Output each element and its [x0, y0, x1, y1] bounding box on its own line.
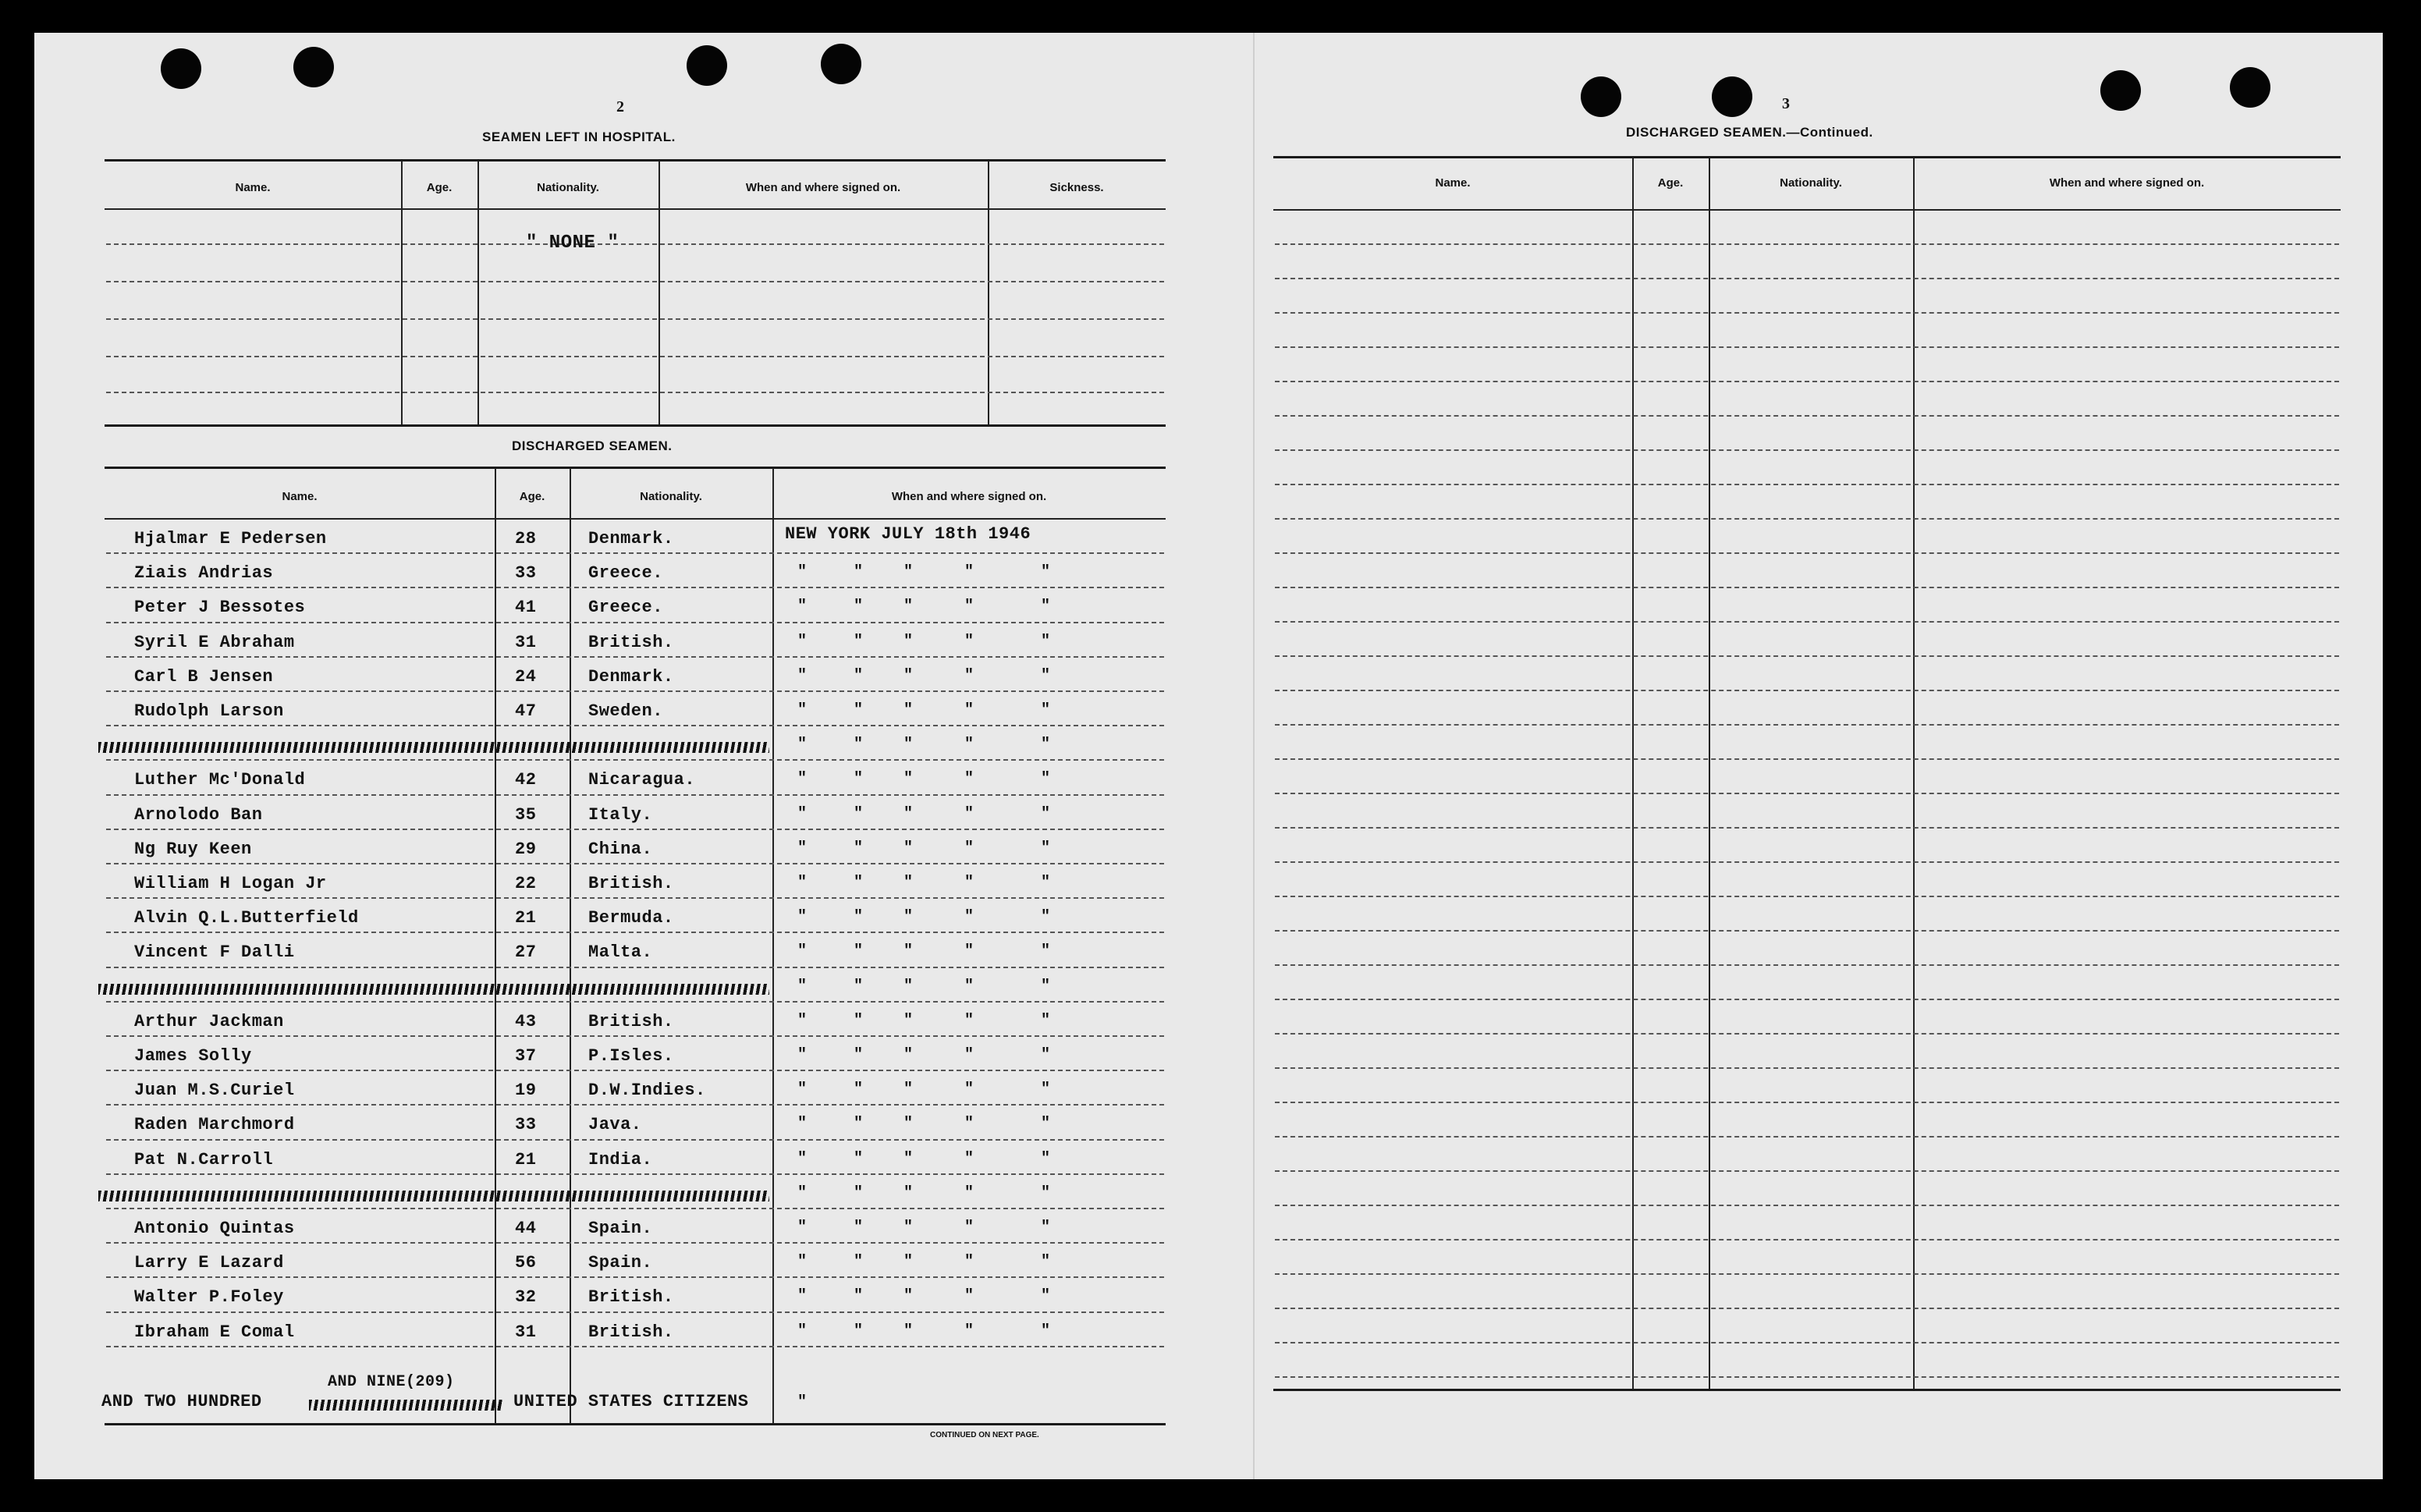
seaman-name: Hjalmar E Pedersen: [134, 529, 327, 548]
ditto-mark: ": [1041, 1219, 1051, 1237]
row-rule: [1275, 518, 2339, 520]
row-rule: [1275, 690, 2339, 691]
hospital-none-entry: " NONE ": [526, 232, 619, 254]
ditto-mark: ": [1041, 1046, 1051, 1064]
ditto-mark: ": [854, 1115, 864, 1133]
row-rule: [106, 967, 1164, 968]
ditto-mark: ": [797, 1046, 808, 1064]
seaman-nationality: D.W.Indies.: [588, 1081, 706, 1100]
ditto-mark: ": [964, 1184, 974, 1202]
ditto-mark: ": [1041, 1253, 1051, 1271]
seaman-nationality: P.Isles.: [588, 1046, 674, 1066]
row-rule: [1275, 552, 2339, 554]
row-rule: [1275, 1067, 2339, 1069]
seaman-name: Rudolph Larson: [134, 701, 284, 721]
seaman-nationality: Malta.: [588, 942, 653, 962]
row-rule: [1275, 449, 2339, 451]
closing-line-strike: [309, 1400, 502, 1411]
ditto-mark: ": [797, 1322, 808, 1340]
row-rule: [1275, 724, 2339, 726]
ditto-mark: ": [797, 805, 808, 823]
continued-footer: CONTINUED ON NEXT PAGE.: [930, 1431, 1039, 1439]
row-rule: [106, 1173, 1164, 1175]
ditto-mark: ": [797, 1115, 808, 1133]
seaman-name: Ng Ruy Keen: [134, 839, 252, 859]
ditto-mark: ": [797, 701, 808, 719]
seaman-age: 21: [515, 908, 537, 928]
ditto-mark: ": [903, 701, 914, 719]
ditto-mark: ": [1041, 1115, 1051, 1133]
seaman-age: 32: [515, 1287, 537, 1307]
seaman-age: 47: [515, 701, 537, 721]
ditto-mark: ": [903, 667, 914, 685]
ditto-mark: ": [964, 942, 974, 960]
ditto-mark: ": [854, 701, 864, 719]
seaman-nationality: Denmark.: [588, 529, 674, 548]
row-rule: [1275, 621, 2339, 623]
punch-hole: [687, 45, 727, 86]
ditto-mark: ": [797, 1219, 808, 1237]
seaman-nationality: China.: [588, 839, 653, 859]
punch-hole: [293, 47, 334, 87]
ditto-mark: ": [964, 1219, 974, 1237]
row-rule: [106, 1139, 1164, 1141]
seaman-nationality: Bermuda.: [588, 908, 674, 928]
row-rule: [106, 759, 1164, 761]
row-rule: [106, 622, 1164, 623]
seaman-name: Ibraham E Comal: [134, 1322, 295, 1342]
row-rule: [106, 863, 1164, 864]
seaman-nationality: Greece.: [588, 563, 663, 583]
seaman-nationality: India.: [588, 1150, 653, 1169]
ditto-mark: ": [854, 598, 864, 616]
ditto-mark: ": [797, 736, 808, 754]
seaman-age: 42: [515, 770, 537, 790]
ditto-mark: ": [903, 1184, 914, 1202]
seaman-name: Arthur Jackman: [134, 1012, 284, 1031]
row-rule: [1275, 1239, 2339, 1240]
ditto-mark: ": [797, 598, 808, 616]
seaman-age: 35: [515, 805, 537, 825]
ditto-mark: ": [903, 874, 914, 892]
ditto-mark: ": [964, 736, 974, 754]
seaman-name: Juan M.S.Curiel: [134, 1081, 295, 1100]
ditto-mark: ": [854, 667, 864, 685]
right-page-title: DISCHARGED SEAMEN.—Continued.: [1626, 125, 1873, 140]
hospital-col-age: Age.: [426, 181, 453, 194]
ditto-mark: ": [1041, 908, 1051, 926]
row-rule: [1275, 415, 2339, 417]
row-rule: [106, 587, 1164, 588]
ditto-mark: ": [797, 942, 808, 960]
seaman-name: Larry E Lazard: [134, 1253, 284, 1272]
row-rule: [106, 725, 1164, 726]
row-rule: [106, 656, 1164, 658]
ditto-mark: ": [854, 839, 864, 857]
ditto-mark: ": [1041, 633, 1051, 651]
ditto-mark: ": [964, 1150, 974, 1168]
seaman-nationality: British.: [588, 633, 674, 652]
seaman-age: 24: [515, 667, 537, 687]
row-rule: [1275, 896, 2339, 897]
punch-hole: [2230, 67, 2270, 108]
ditto-mark: ": [1041, 942, 1051, 960]
ditto-mark: ": [797, 908, 808, 926]
row-rule: [106, 897, 1164, 899]
punch-hole: [2100, 70, 2141, 111]
ditto-mark: ": [797, 667, 808, 685]
ditto-mark: ": [854, 1287, 864, 1305]
hospital-col-nationality: Nationality.: [537, 181, 599, 194]
ditto-mark: ": [964, 1012, 974, 1030]
page-fold: [1253, 33, 1255, 1479]
ditto-mark: ": [1041, 1287, 1051, 1305]
seaman-name: Arnolodo Ban: [134, 805, 263, 825]
seaman-name: Syril E Abraham: [134, 633, 295, 652]
seaman-nationality: British.: [588, 874, 674, 893]
ditto-mark: ": [797, 839, 808, 857]
ditto-mark: ": [797, 1012, 808, 1030]
seaman-nationality: Denmark.: [588, 667, 674, 687]
ditto-mark: ": [854, 805, 864, 823]
ditto-mark: ": [964, 978, 974, 996]
row-rule: [1275, 1273, 2339, 1275]
row-rule: [106, 1276, 1164, 1278]
seaman-age: 29: [515, 839, 537, 859]
ditto-mark: ": [903, 1287, 914, 1305]
row-rule: [1275, 1308, 2339, 1309]
ditto-mark: ": [903, 1046, 914, 1064]
seaman-name: Pat N.Carroll: [134, 1150, 274, 1169]
row-rule: [106, 829, 1164, 830]
seaman-age: 44: [515, 1219, 537, 1238]
seaman-age: 37: [515, 1046, 537, 1066]
struck-row: [98, 984, 769, 995]
ditto-mark: ": [1041, 978, 1051, 996]
discharged-section-title: DISCHARGED SEAMEN.: [512, 438, 673, 453]
row-rule: [106, 794, 1164, 796]
row-rule: [1275, 1102, 2339, 1103]
ditto-mark: ": [964, 563, 974, 581]
ditto-mark: ": [964, 1322, 974, 1340]
row-rule: [106, 1104, 1164, 1106]
seaman-age: 22: [515, 874, 537, 893]
row-rule: [106, 690, 1164, 692]
ditto-mark: ": [903, 1115, 914, 1133]
ditto-mark: ": [903, 1322, 914, 1340]
closing-line-a: AND TWO HUNDRED: [101, 1392, 262, 1411]
ditto-mark: ": [1041, 701, 1051, 719]
ditto-mark: ": [854, 1184, 864, 1202]
seaman-age: 28: [515, 529, 537, 548]
ditto-mark: ": [854, 1322, 864, 1340]
row-rule: [1275, 861, 2339, 863]
seaman-nationality: Spain.: [588, 1219, 653, 1238]
ditto-mark: ": [964, 1046, 974, 1064]
ditto-mark: ": [903, 1012, 914, 1030]
seaman-age: 27: [515, 942, 537, 962]
ditto-mark: ": [797, 978, 808, 996]
ditto-mark: ": [903, 805, 914, 823]
seaman-nationality: Spain.: [588, 1253, 653, 1272]
ditto-mark: ": [797, 1184, 808, 1202]
ditto-mark: ": [797, 1393, 808, 1411]
punch-hole: [821, 44, 861, 84]
row-rule: [1275, 312, 2339, 314]
row-rule: [106, 1311, 1164, 1313]
seaman-nationality: British.: [588, 1322, 674, 1342]
row-rule: [106, 552, 1164, 554]
ditto-mark: ": [854, 978, 864, 996]
ditto-mark: ": [797, 1253, 808, 1271]
ditto-mark: ": [797, 1287, 808, 1305]
row-rule: [1275, 964, 2339, 966]
row-rule: [1275, 827, 2339, 829]
ditto-mark: ": [854, 908, 864, 926]
row-rule: [1275, 1136, 2339, 1138]
ditto-mark: ": [964, 805, 974, 823]
row-rule: [106, 932, 1164, 933]
row-rule: [1275, 999, 2339, 1000]
ditto-mark: ": [903, 1150, 914, 1168]
ditto-mark: ": [1041, 598, 1051, 616]
ditto-mark: ": [903, 1081, 914, 1099]
ditto-mark: ": [964, 1081, 974, 1099]
ditto-mark: ": [903, 978, 914, 996]
discharged-col-age: Age.: [519, 490, 545, 503]
hospital-col-signed-on: When and where signed on.: [745, 181, 901, 194]
ditto-mark: ": [854, 1046, 864, 1064]
ditto-mark: ": [1041, 1081, 1051, 1099]
ditto-mark: ": [1041, 839, 1051, 857]
hospital-section-title: SEAMEN LEFT IN HOSPITAL.: [482, 130, 676, 144]
seaman-age: 31: [515, 1322, 537, 1342]
seaman-nationality: Italy.: [588, 805, 653, 825]
row-rule: [1275, 758, 2339, 760]
seaman-age: 31: [515, 633, 537, 652]
ditto-mark: ": [964, 1115, 974, 1133]
ditto-mark: ": [964, 770, 974, 788]
ditto-mark: ": [1041, 1150, 1051, 1168]
ditto-mark: ": [964, 667, 974, 685]
ditto-mark: ": [1041, 1322, 1051, 1340]
ditto-mark: ": [797, 633, 808, 651]
row-rule: [1275, 381, 2339, 382]
ditto-mark: ": [797, 1081, 808, 1099]
ditto-mark: ": [854, 1150, 864, 1168]
struck-row: [98, 1191, 769, 1201]
row-rule: [106, 1208, 1164, 1209]
ledger-paper: [34, 33, 2383, 1479]
ditto-mark: ": [797, 770, 808, 788]
ditto-mark: ": [964, 874, 974, 892]
row-rule: [1275, 793, 2339, 794]
ditto-mark: ": [1041, 667, 1051, 685]
ditto-mark: ": [903, 839, 914, 857]
row-rule: [106, 1001, 1164, 1003]
page-number: 2: [616, 98, 624, 115]
ditto-mark: ": [797, 874, 808, 892]
ditto-mark: ": [964, 701, 974, 719]
seaman-name: Peter J Bessotes: [134, 598, 306, 617]
ditto-mark: ": [1041, 736, 1051, 754]
seaman-name: James Solly: [134, 1046, 252, 1066]
closing-line-insert: AND NINE(209): [328, 1373, 455, 1391]
seaman-nationality: British.: [588, 1012, 674, 1031]
seaman-name: Alvin Q.L.Butterfield: [134, 908, 359, 928]
ditto-mark: ": [854, 633, 864, 651]
ditto-mark: ": [964, 1253, 974, 1271]
seaman-age: 21: [515, 1150, 537, 1169]
seaman-name: Walter P.Foley: [134, 1287, 284, 1307]
ditto-mark: ": [1041, 874, 1051, 892]
ditto-mark: ": [964, 598, 974, 616]
ditto-mark: ": [1041, 805, 1051, 823]
discharged-col-signed-on: When and where signed on.: [891, 490, 1047, 503]
ditto-mark: ": [797, 563, 808, 581]
seaman-nationality: Nicaragua.: [588, 770, 696, 790]
row-rule: [1275, 1170, 2339, 1172]
seaman-name: William H Logan Jr: [134, 874, 327, 893]
punch-hole: [1581, 76, 1621, 117]
ditto-mark: ": [903, 942, 914, 960]
ditto-mark: ": [854, 563, 864, 581]
punch-hole: [1712, 76, 1752, 117]
row-rule: [1275, 930, 2339, 932]
ditto-mark: ": [854, 736, 864, 754]
ditto-mark: ": [854, 1012, 864, 1030]
seaman-name: Vincent F Dalli: [134, 942, 295, 962]
ditto-mark: ": [903, 1219, 914, 1237]
row-rule: [1275, 346, 2339, 348]
ditto-mark: ": [903, 633, 914, 651]
ditto-mark: ": [854, 1253, 864, 1271]
row-rule: [1275, 1376, 2339, 1378]
seaman-age: 56: [515, 1253, 537, 1272]
ditto-mark: ": [1041, 563, 1051, 581]
ditto-mark: ": [903, 1253, 914, 1271]
row-rule: [1275, 655, 2339, 657]
row-rule: [1275, 587, 2339, 588]
ditto-mark: ": [903, 736, 914, 754]
seaman-name: Raden Marchmord: [134, 1115, 295, 1134]
ditto-mark: ": [964, 633, 974, 651]
seaman-age: 41: [515, 598, 537, 617]
ditto-mark: ": [964, 1287, 974, 1305]
ditto-mark: ": [854, 942, 864, 960]
discharged-col-name: Name.: [282, 490, 318, 503]
punch-hole: [161, 48, 201, 89]
ditto-mark: ": [1041, 1184, 1051, 1202]
ditto-mark: ": [854, 1219, 864, 1237]
ditto-mark: ": [797, 1150, 808, 1168]
ditto-mark: ": [903, 598, 914, 616]
ditto-mark: ": [964, 908, 974, 926]
row-rule: [106, 1346, 1164, 1347]
ditto-mark: ": [903, 770, 914, 788]
discharged-col-nationality: Nationality.: [640, 490, 702, 503]
row-rule: [106, 1070, 1164, 1071]
hospital-col-name: Name.: [235, 181, 271, 194]
ditto-mark: ": [854, 1081, 864, 1099]
seaman-age: 43: [515, 1012, 537, 1031]
ditto-mark: ": [903, 908, 914, 926]
ditto-mark: ": [964, 839, 974, 857]
right-col-age: Age.: [1657, 176, 1684, 190]
row-rule: [1275, 1033, 2339, 1035]
ditto-mark: ": [854, 874, 864, 892]
seaman-nationality: Greece.: [588, 598, 663, 617]
page-number: 3: [1782, 95, 1790, 112]
hospital-col-sickness: Sickness.: [1049, 181, 1104, 194]
right-col-signed-on: When and where signed on.: [2049, 176, 2205, 190]
seaman-nationality: Sweden.: [588, 701, 663, 721]
seaman-name: Ziais Andrias: [134, 563, 274, 583]
seaman-name: Carl B Jensen: [134, 667, 274, 687]
right-col-name: Name.: [1435, 176, 1471, 190]
seaman-nationality: British.: [588, 1287, 674, 1307]
seaman-name: Antonio Quintas: [134, 1219, 295, 1238]
ditto-mark: ": [1041, 770, 1051, 788]
row-rule: [106, 1035, 1164, 1037]
seaman-age: 33: [515, 563, 537, 583]
row-rule: [1275, 243, 2339, 245]
ditto-mark: ": [903, 563, 914, 581]
ditto-mark: ": [1041, 1012, 1051, 1030]
seaman-nationality: Java.: [588, 1115, 642, 1134]
ditto-mark: ": [854, 770, 864, 788]
closing-line-b: UNITED STATES CITIZENS: [513, 1392, 749, 1411]
row-rule: [1275, 1205, 2339, 1206]
signed-on-entry: NEW YORK JULY 18th 1946: [785, 524, 1031, 544]
row-rule: [1275, 1342, 2339, 1343]
seaman-age: 19: [515, 1081, 537, 1100]
struck-row: [98, 742, 769, 753]
row-rule: [1275, 278, 2339, 279]
seaman-age: 33: [515, 1115, 537, 1134]
right-col-nationality: Nationality.: [1780, 176, 1842, 190]
seaman-name: Luther Mc'Donald: [134, 770, 306, 790]
row-rule: [106, 1242, 1164, 1244]
row-rule: [1275, 484, 2339, 485]
